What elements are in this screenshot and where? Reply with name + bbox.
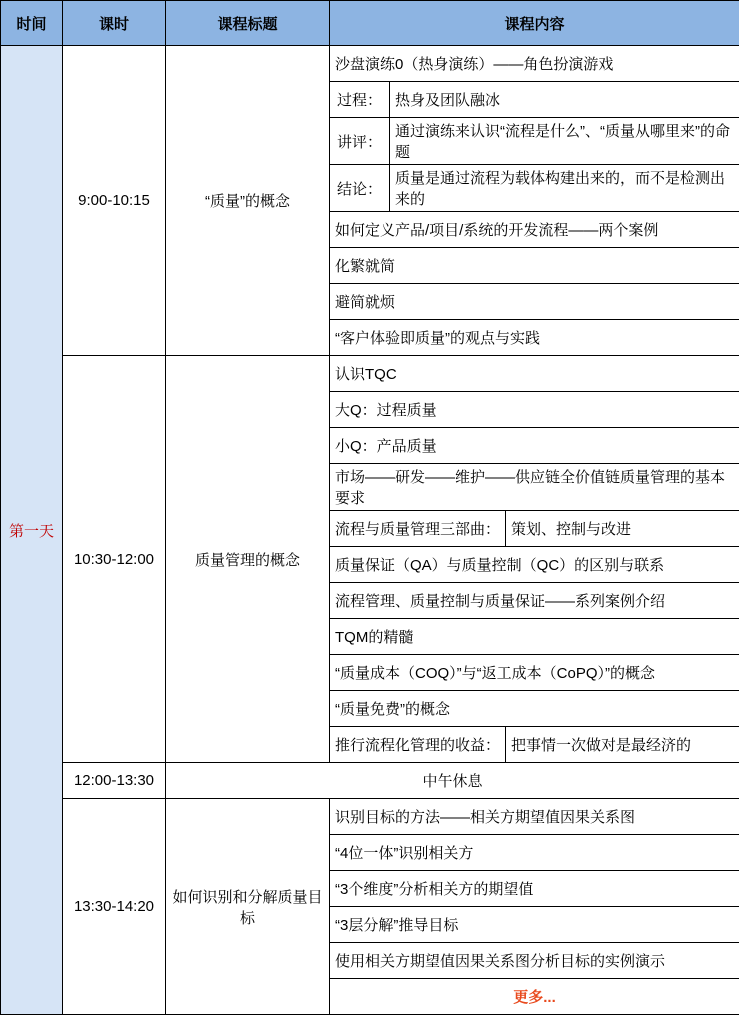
content-cell: 质量是通过流程为载体构建出来的，而不是检测出来的 [390,165,739,212]
session2-time: 10:30-12:00 [63,356,166,763]
session1-time: 9:00-10:15 [63,46,166,356]
content-cell: 识别目标的方法——相关方期望值因果关系图 [330,799,739,835]
lunch-break-row [1,763,739,799]
content-cell: 化繁就简 [330,248,739,284]
table-row [1,46,739,82]
session3-time: 13:30-14:20 [63,799,166,1015]
content-label-cell: 过程： [330,82,390,118]
content-label-cell: 结论： [330,165,390,212]
content-cell: “质量成本（COQ）”与“返工成本（CoPQ）”的概念 [330,655,739,691]
table-row [1,799,739,835]
content-cell: 大Q：过程质量 [330,392,739,428]
content-cell: “3个维度”分析相关方的期望值 [330,871,739,907]
session1-title: “质量”的概念 [166,46,330,356]
header-cell-title: 课程标题 [166,1,330,46]
session3-title: 如何识别和分解质量目标 [166,799,330,1015]
content-label-cell: 讲评： [330,118,390,165]
content-cell: “质量免费”的概念 [330,691,739,727]
content-cell: 流程管理、质量控制与质量保证——系列案例介绍 [330,583,739,619]
content-cell: TQM的精髓 [330,619,739,655]
day-cell: 第一天 [1,46,63,1015]
content-cell: 沙盘演练0（热身演练）——角色扮演游戏 [330,46,739,82]
content-cell: “3层分解”推导目标 [330,907,739,943]
content-cell: 通过演练来认识“流程是什么”、“质量从哪里来”的命题 [390,118,739,165]
table-row [1,356,739,392]
break-label: 中午休息 [166,763,739,799]
content-cell: 把事情一次做对是最经济的 [506,727,739,763]
header-cell-period: 课时 [63,1,166,46]
content-cell: 小Q：产品质量 [330,428,739,464]
content-label-cell: 推行流程化管理的收益： [330,727,506,763]
content-cell: 认识TQC [330,356,739,392]
header-cell-content: 课程内容 [330,1,739,46]
content-cell: 热身及团队融冰 [390,82,739,118]
content-cell: 质量保证（QA）与质量控制（QC）的区别与联系 [330,547,739,583]
content-cell: “客户体验即质量”的观点与实践 [330,320,739,356]
session2-title: 质量管理的概念 [166,356,330,763]
header-row [1,1,739,46]
content-label-cell: 流程与质量管理三部曲： [330,511,506,547]
content-cell: 市场——研发——维护——供应链全价值链质量管理的基本要求 [330,464,739,511]
header-cell-time: 时间 [1,1,63,46]
more-link[interactable]: 更多... [330,979,739,1015]
content-cell: 策划、控制与改进 [506,511,739,547]
content-cell: 避简就烦 [330,284,739,320]
content-cell: “4位一体”识别相关方 [330,835,739,871]
content-cell: 使用相关方期望值因果关系图分析目标的实例演示 [330,943,739,979]
content-cell: 如何定义产品/项目/系统的开发流程——两个案例 [330,212,739,248]
break-time: 12:00-13:30 [63,763,166,799]
